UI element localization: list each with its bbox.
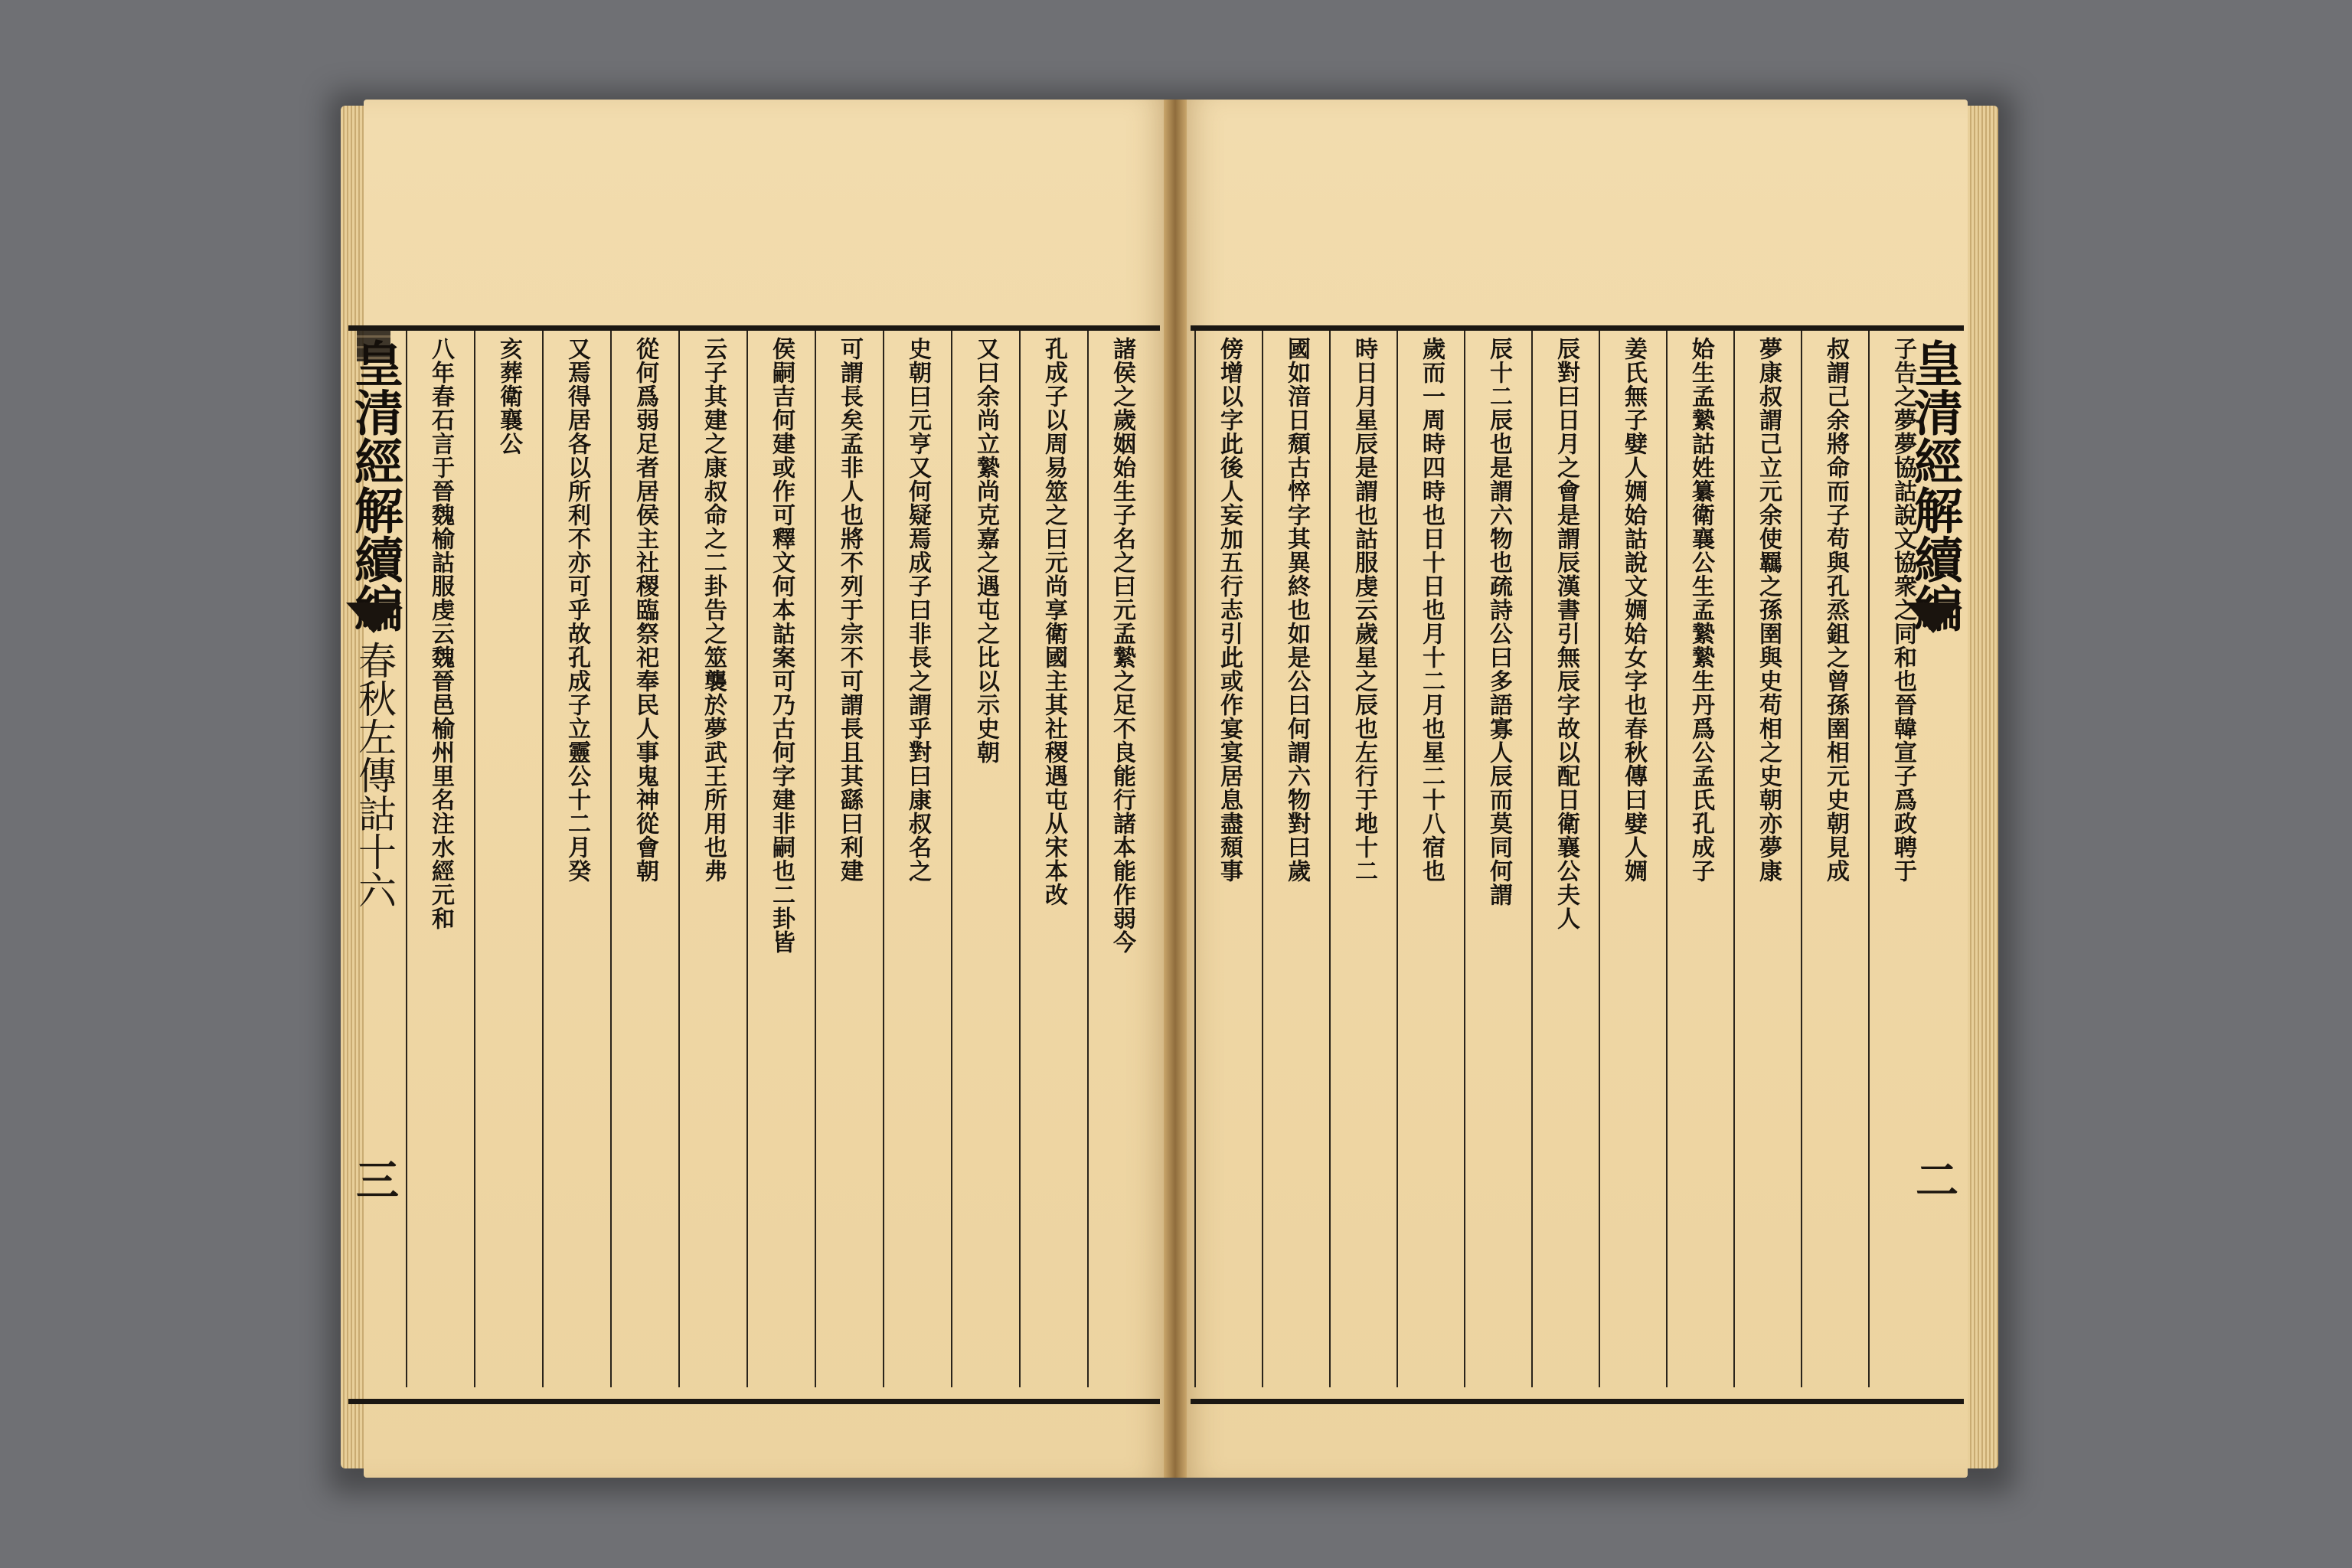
column-text: 侯嗣吉何建或作可釋文何本詁案可乃古何字建非嗣也二卦皆 [768, 337, 795, 954]
text-column [406, 331, 473, 1387]
text-column [1599, 331, 1666, 1387]
left-page-margin-strip [343, 331, 404, 1387]
column-text: 子告之夢夢協詁說文協衆之同和也晉韓宣子爲政聘于 [1890, 337, 1916, 883]
text-column [951, 331, 1018, 1387]
left-margin-folio: 三 [349, 1158, 400, 1200]
fish-tail-mark [346, 603, 401, 633]
text-column [610, 331, 678, 1387]
book-gutter [1164, 100, 1187, 1478]
column-text: 夢康叔謂己立元余使羈之孫圉與史苟相之史朝亦夢康 [1755, 337, 1782, 883]
text-column [1733, 331, 1801, 1387]
column-text: 辰十二辰也是謂六物也疏詩公曰多語寡人辰而莫同何謂 [1485, 337, 1512, 906]
text-column [1194, 331, 1262, 1387]
column-text: 叔謂己余將命而子苟與孔烝鉏之曾孫圉相元史朝見成 [1822, 337, 1849, 883]
column-text: 孔成子以周易筮之曰元尚享衛國主其社稷遇屯从宋本改 [1040, 337, 1067, 906]
column-text: 國如湆日頹古悴字其異終也如是公曰何謂六物對曰歲 [1283, 337, 1310, 883]
column-text: 歲而一周時四時也日十日也月十二月也星二十八宿也 [1418, 337, 1445, 883]
right-margin-title: 皇清經解續編 [1906, 338, 1963, 632]
column-text: 云子其建之康叔命之二卦告之筮襲於夢武王所用也弗 [700, 337, 727, 883]
text-column [474, 331, 541, 1387]
column-text: 姜氏無子嬖人婤姶詁說文婤姶女字也春秋傳曰嬖人婤 [1620, 337, 1647, 883]
column-text: 時日月星辰是謂也詁服虔云歲星之辰也左行于地十二 [1351, 337, 1377, 883]
column-text: 可謂長矣孟非人也將不列于宗不可謂長且其繇曰利建 [836, 337, 863, 883]
column-text: 從何爲弱足者居侯主社稷臨祭祀奉民人事鬼神從會朝 [632, 337, 658, 883]
column-text: 姶生孟縶詁姓纂衛襄公生孟縶縶生丹爲公孟氏孔成子 [1687, 337, 1714, 883]
left-margin-title: 皇清經解續編 [346, 338, 403, 632]
text-column [1396, 331, 1464, 1387]
column-text: 八年春石言于晉魏榆詁服虔云魏晉邑榆州里名注水經元和 [427, 337, 454, 930]
column-text: 亥葬衛襄公 [495, 337, 522, 456]
text-column [883, 331, 950, 1387]
text-column [1464, 331, 1531, 1387]
right-margin-folio: 二 [1909, 1158, 1959, 1200]
text-column [542, 331, 609, 1387]
text-column [1666, 331, 1733, 1387]
text-column [1801, 331, 1868, 1387]
left-margin-chapter: 春秋左傳詁十六 [352, 641, 397, 909]
column-text: 辰對曰日月之會是謂辰漢書引無辰字故以配日衛襄公夫人 [1553, 337, 1579, 930]
column-text: 又曰余尚立縶尚克嘉之遇屯之比以示史朝 [972, 337, 999, 764]
text-column [815, 331, 882, 1387]
column-text: 諸侯之歲姻始生子名之曰元孟縶之足不良能行諸本能作弱今 [1109, 337, 1135, 954]
text-column [1868, 331, 1936, 1387]
text-column [1262, 331, 1329, 1387]
text-column [1531, 331, 1599, 1387]
text-column [1329, 331, 1396, 1387]
text-column [678, 331, 746, 1387]
text-column [1019, 331, 1086, 1387]
column-text: 傍增以字此後人妄加五行志引此或作宴宴居息盡頹事 [1216, 337, 1243, 883]
column-text: 史朝曰元亨又何疑焉成子曰非長之謂乎對曰康叔名之 [904, 337, 931, 883]
column-text: 又焉得居各以所利不亦可乎故孔成子立靈公十二月癸 [564, 337, 590, 883]
text-column [746, 331, 814, 1387]
text-column [1087, 331, 1155, 1387]
